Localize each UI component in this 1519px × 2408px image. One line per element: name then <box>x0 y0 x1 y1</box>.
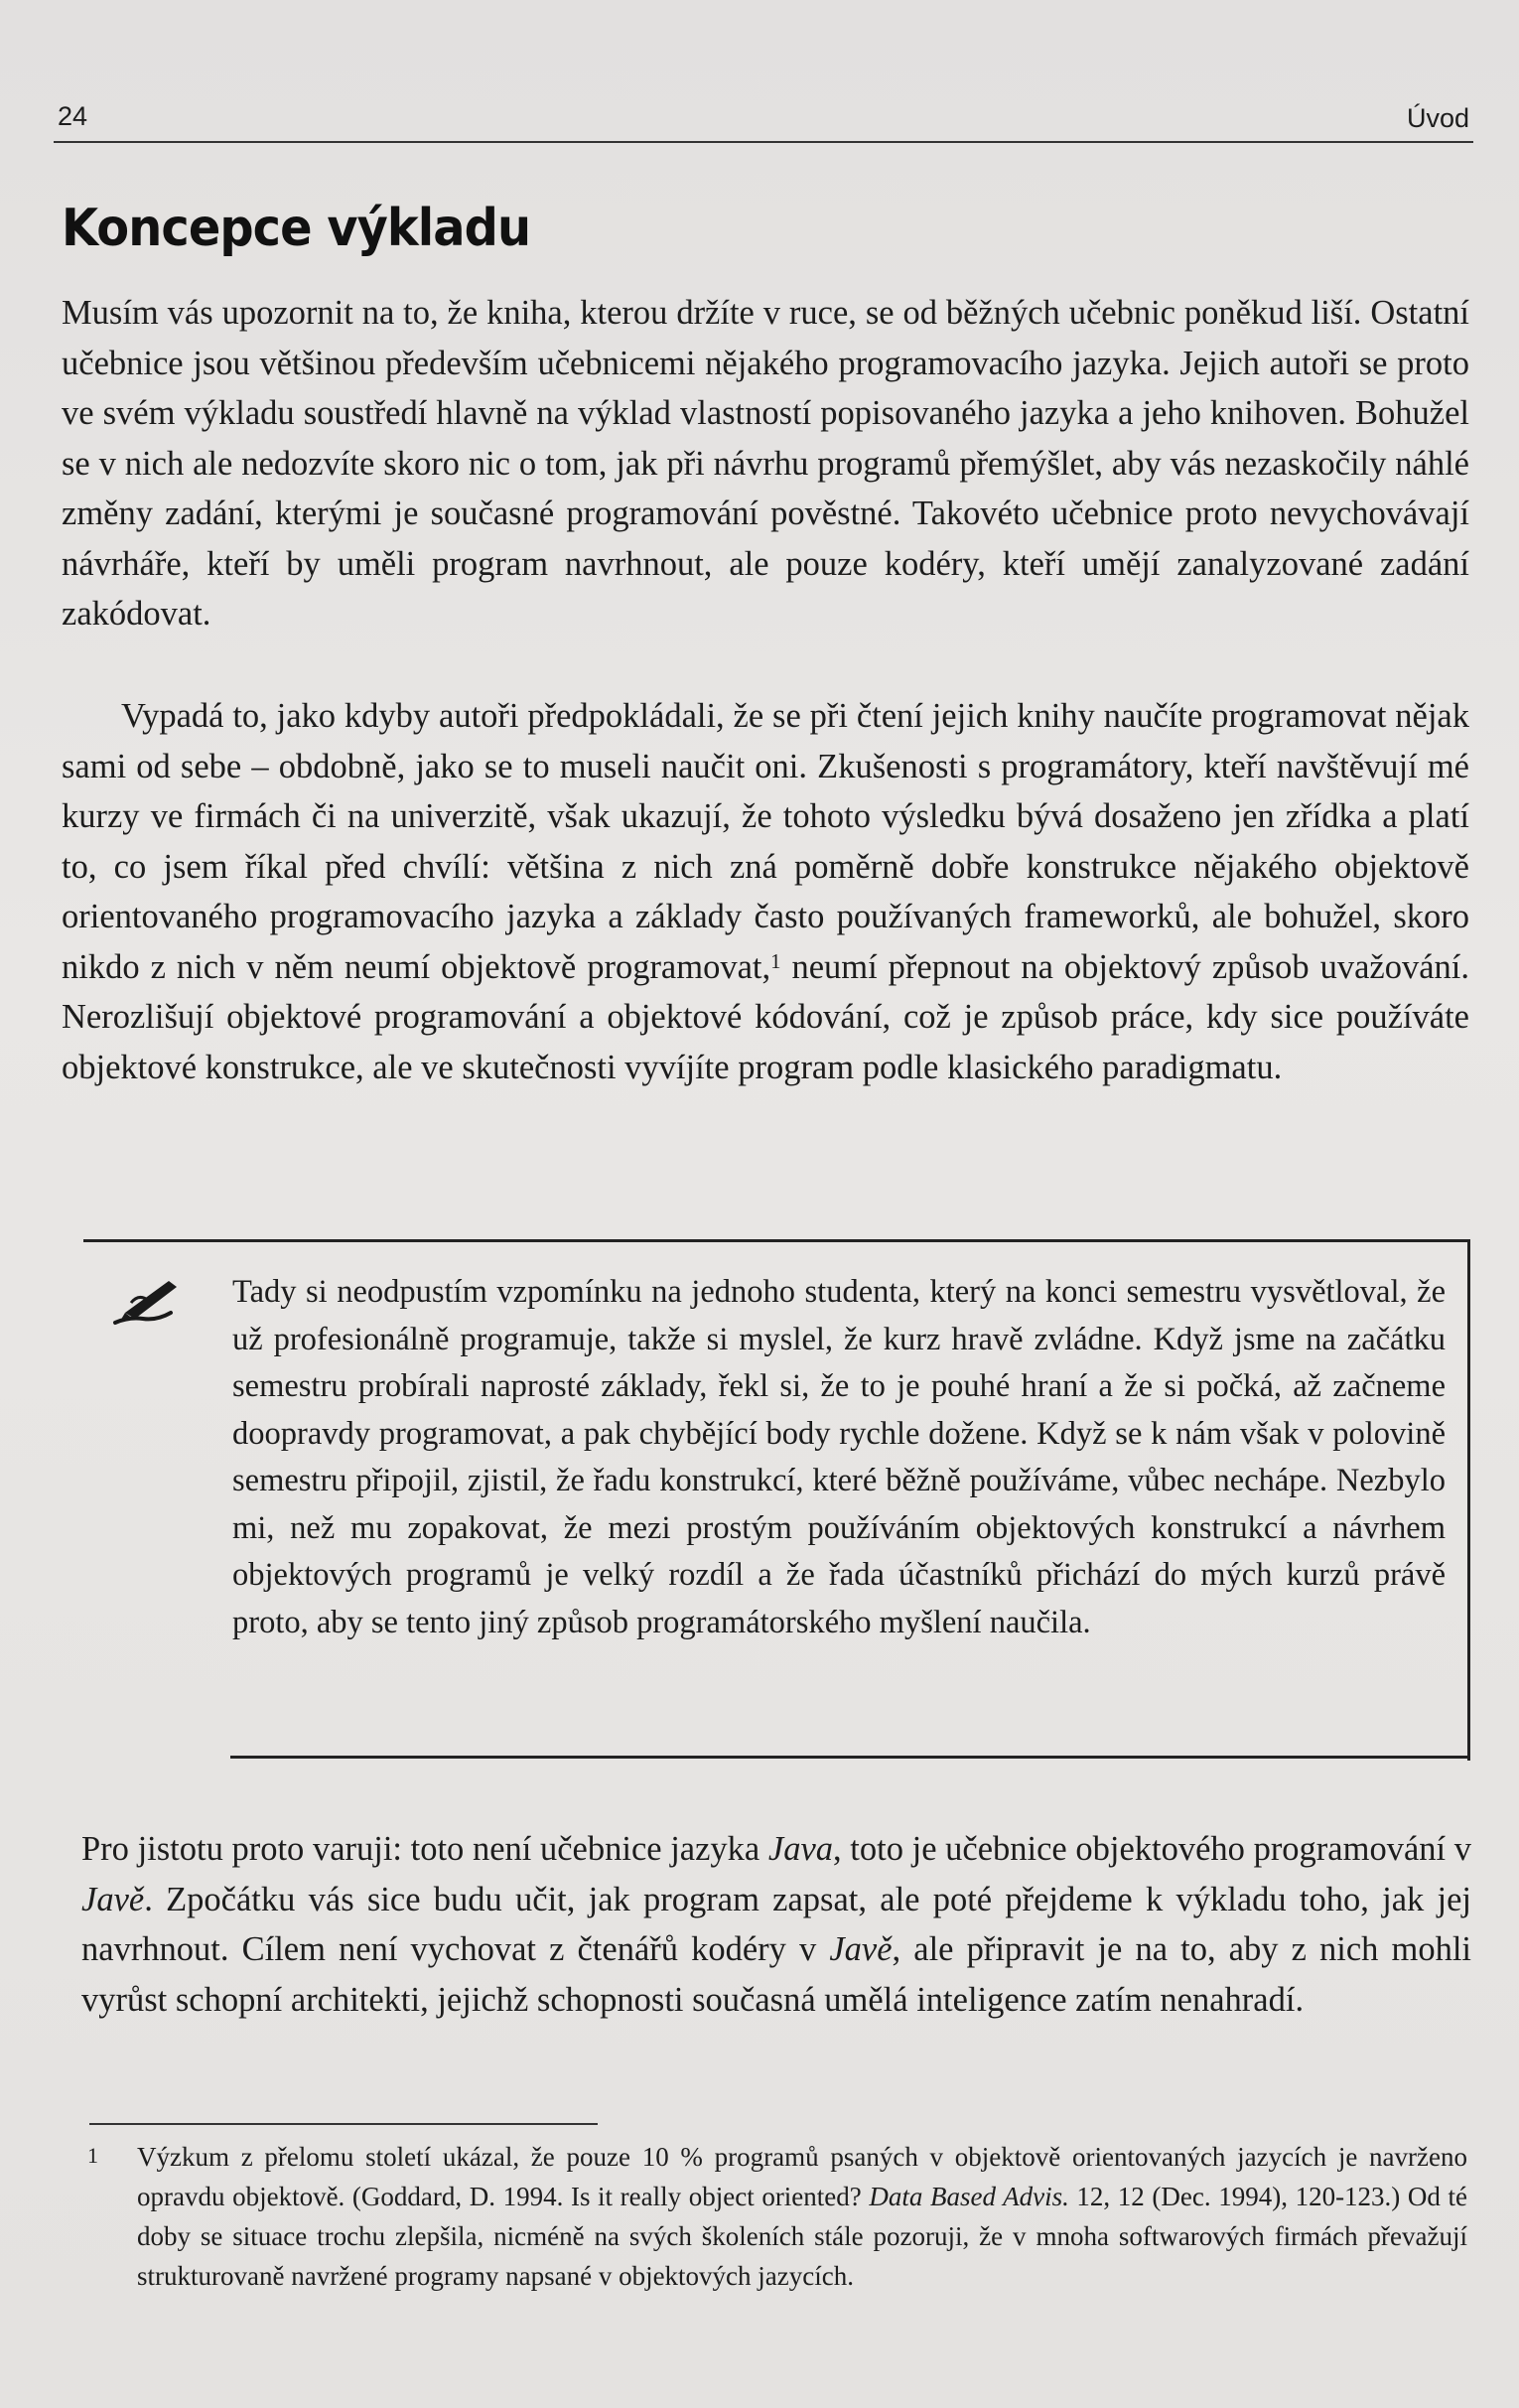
page-number: 24 <box>58 101 88 131</box>
paragraph-2-text: Vypadá to, jako kdyby autoři předpokládali, že se při čtení jejich knihy naučíte programovat nějak sami od sebe – obdobně, jako se to museli naučit oni. Zkušenosti s programátory, kteří navštěvují mé kurzy ve firmách či na univerzitě, však ukazují, že tohoto výsledku bývá dosaženo jen zřídka a platí to, co jsem říkal před chvílí: většina z nich zná poměrně dobře konstrukce nějakého objektově orientovaného programovacího jazyka a základy často používaných frameworků, ale bohužel, skoro nikdo z nich v něm neumí objektově programovat, <box>62 697 1469 986</box>
java-term-1: Java <box>767 1830 834 1868</box>
section-heading: Koncepce výkladu <box>62 199 531 258</box>
paragraph-2 <box>62 691 1469 1092</box>
chapter-title: Úvod <box>1406 103 1469 133</box>
paragraph-3 <box>81 1824 1471 2025</box>
paragraph-2-text-end: neumí přepnout na objektový způsob uvažování. Nerozlišují objektové programování a objektové kódování, což je způsob práce, kdy sice používáte objektové konstrukce, ale ve skutečnosti vyvíjíte program podle klasického paradigmatu. <box>62 947 1469 1086</box>
note-box-bottom-rule <box>230 1756 1470 1759</box>
paragraph-3-part-1: Pro jistotu proto varuji: toto není učebnice jazyka <box>81 1830 768 1868</box>
footnote-mark: 1 <box>87 2143 98 2168</box>
paragraph-3-part-2: , toto je učebnice objektového programování v <box>833 1830 1471 1868</box>
java-term-3: Javě <box>829 1930 893 1968</box>
pencil-note-icon <box>109 1273 183 1329</box>
paragraph-3-part-4: , ale připravit je na to, aby z nich mohli vyrůst schopní architekti, jejichž schopnosti současná umělá inteligence zatím nenahradí. <box>81 1930 1471 2019</box>
footnote-part-1: Výzkum z přelomu století ukázal, že pouze 10 % programů psaných v objektově orientovaných jazycích je navrženo opravdu objektově. (Goddard, D. 1994. Is it really object oriented? <box>137 2142 1467 2211</box>
footnote-part-2: 12, 12 (Dec. 1994), 120-123.) Od té doby se situace trochu zlepšila, nicméně na svých školeních stále pozoruji, že v mnoha softwarových firmách převažují strukturovaně navržené programy napsané v objektových jazycích. <box>137 2182 1467 2291</box>
java-term-2: Javě <box>81 1880 145 1918</box>
footnote-reference: 1 <box>770 951 781 974</box>
footnote-text <box>137 2137 1467 2296</box>
footnote-separator <box>89 2123 598 2125</box>
paragraph-1: Musím vás upozornit na to, že kniha, kterou držíte v ruce, se od běžných učebnic poněkud liší. Ostatní učebnice jsou většinou především učebnicemi nějakého programovacího jazyka. Jejich autoři se proto ve svém výkladu soustředí hlavně na výklad vlastností popisovaného jazyka a jeho knihoven. Bohužel se v nich ale nedozvíte skoro nic o tom, jak při návrhu programů přemýšlet, aby vás nezaskočily náhlé změny zadání, kterými je současné programování pověstné. Takovéto učebnice proto nevychovávají návrháře, kteří by uměli program navrhnout, ale pouze kodéry, kteří umějí zanalyzované zadání zakódovat. <box>62 294 1469 633</box>
paragraph-3-part-3: . Zpočátku vás sice budu učit, jak program zapsat, ale poté přejdeme k výkladu toho, jak jej navrhnout. Cílem není vychovat z čtenářů kodéry v <box>81 1880 1471 1968</box>
running-header <box>54 97 1473 143</box>
footnote-journal: Data Based Advis. <box>869 2182 1069 2211</box>
note-text: Tady si neodpustím vzpomínku na jednoho studenta, který na konci semestru vysvětloval, že už profesionálně programuje, takže si myslel, že kurz hravě zvládne. Když jsme na začátku semestru probírali naprosté základy, řekl si, že to je pouhé hraní a že si počká, až začneme doopravdy programovat, a pak chybějící body rychle dožene. Když se k nám však v polovině semestru připojil, zjistil, že řadu konstrukcí, které běžně používáme, vůbec nechápe. Nezbylo mi, než mu zopakovat, že mezi prostým používáním objektových konstrukcí a návrhem objektových programů je velký rozdíl a že řada účastníků přichází do mých kurzů právě proto, aby se tento jiný způsob programátorského myšlení naučila. <box>232 1274 1446 1640</box>
